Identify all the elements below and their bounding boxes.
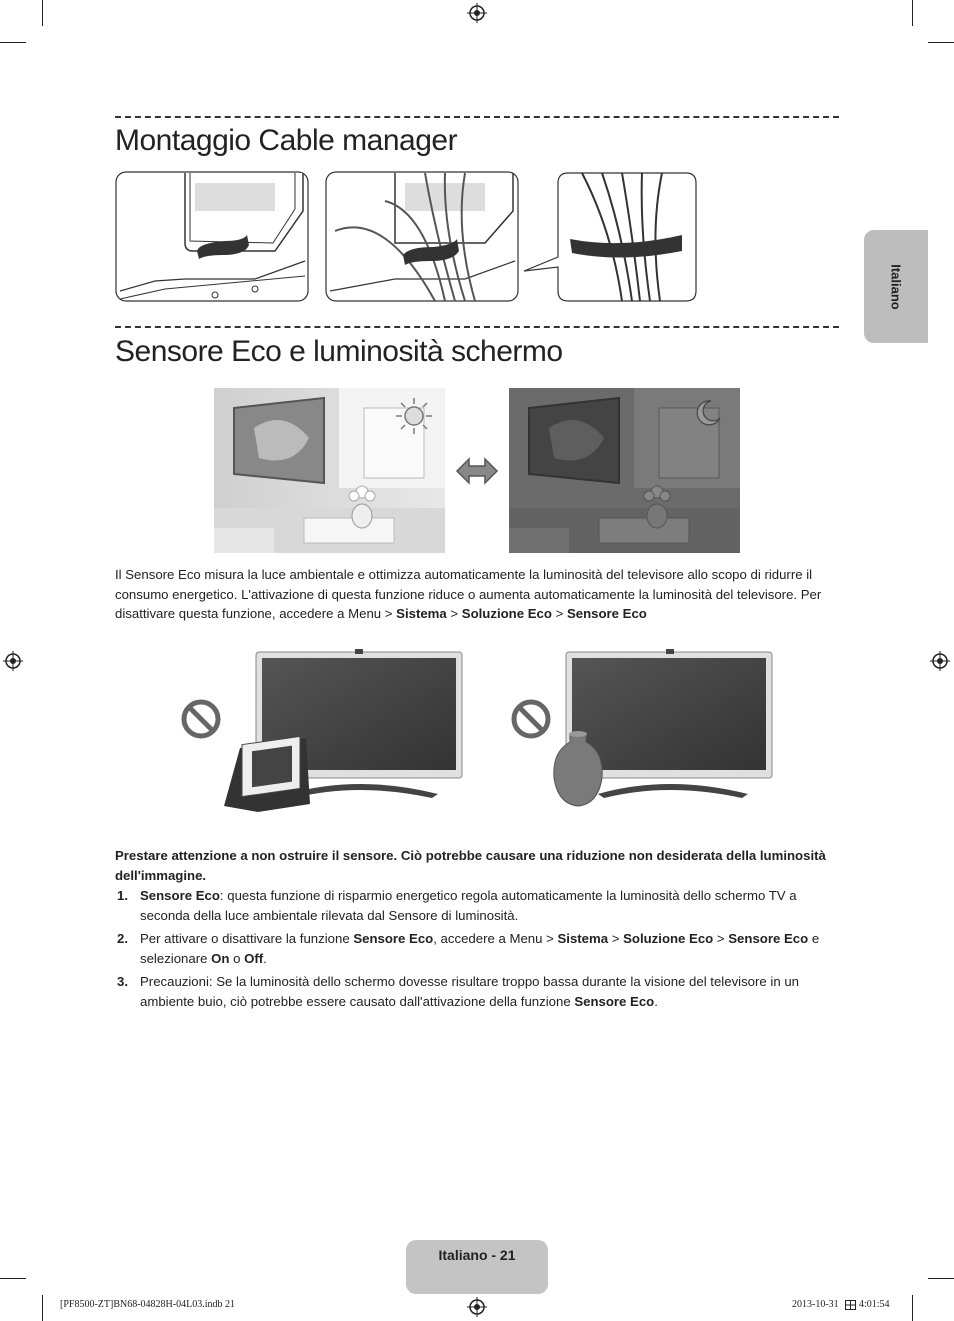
crop-mark xyxy=(0,42,26,43)
section-divider xyxy=(115,116,839,118)
menu-path-sistema: Sistema xyxy=(396,606,447,621)
cable-manager-illustration-1 xyxy=(115,171,309,302)
eco-sensor-description: Il Sensore Eco misura la luce ambientale e ottimizza automaticamente la luminosità del televisore allo scopo di ridurre il consumo energetico. L'attivazione di questa funzione riduce o aumenta automaticamente la luminosità del televisore. Per disattivare questa funzione, accedere a Menu > Sistema > Soluzione Eco > Sensore Eco xyxy=(115,567,822,621)
crop-mark xyxy=(42,1295,43,1321)
section-title-eco-sensor: Sensore Eco e luminosità schermo xyxy=(115,335,563,368)
section-divider xyxy=(115,326,839,328)
registration-mark-icon xyxy=(467,1297,487,1317)
tv-with-photo-frame xyxy=(218,648,466,820)
tv-with-vase xyxy=(546,648,776,810)
ideogram-glyph-icon xyxy=(845,1300,856,1310)
print-time: 4:01:54 xyxy=(859,1299,890,1310)
moon-icon xyxy=(693,398,723,428)
list-item: 1. Sensore Eco: questa funzione di risparmio energetico regola automaticamente la luminosità dello schermo TV a seconda della luce ambientale rilevata dal Sensore di luminosità. xyxy=(117,888,797,923)
crop-mark xyxy=(0,1278,26,1279)
prohibited-icon xyxy=(180,698,222,740)
page-number: Italiano - 21 xyxy=(438,1247,516,1263)
menu-path-sensore-eco: Sensore Eco xyxy=(566,606,647,621)
print-file-info: [PF8500-ZT]BN68-04828H-04L03.indb 21 xyxy=(60,1299,235,1310)
crop-mark xyxy=(912,0,913,26)
list-item: 3. Precauzioni: Se la luminosità dello schermo dovesse risultare troppo bassa durante la visione del televisore in un ambiente buio, ciò potrebbe essere causato dall'attivazione della funzione Sensore Eco. xyxy=(117,974,800,1009)
side-tab-label: Italiano xyxy=(888,263,904,310)
registration-mark-icon xyxy=(930,651,950,671)
cable-manager-illustration-3 xyxy=(522,171,697,302)
crop-mark xyxy=(42,0,43,26)
page-number-tab xyxy=(406,1240,548,1294)
menu-path-soluzione-eco: Soluzione Eco xyxy=(461,606,552,621)
eco-sensor-notes xyxy=(115,886,841,1015)
registration-mark-icon xyxy=(3,651,23,671)
crop-mark xyxy=(928,1278,954,1279)
double-arrow-icon xyxy=(455,456,499,486)
sun-icon xyxy=(394,396,434,436)
print-date: 2013-10-31 xyxy=(792,1299,839,1310)
list-item: 2. Per attivare o disattivare la funzione Sensore Eco, accedere a Menu > Sistema > Soluzione Eco > Sensore Eco e selezionare On o Off. xyxy=(117,931,820,966)
cable-manager-illustration-2 xyxy=(325,171,519,302)
language-side-tab xyxy=(864,230,928,343)
registration-mark-icon xyxy=(467,3,487,23)
crop-mark xyxy=(928,42,954,43)
warning-text: Prestare attenzione a non ostruire il sensore. Ciò potrebbe causare una riduzione non desiderata della luminosità dell'immagine. xyxy=(115,848,826,883)
section-title-cable-manager: Montaggio Cable manager xyxy=(115,124,458,157)
crop-mark xyxy=(912,1295,913,1321)
